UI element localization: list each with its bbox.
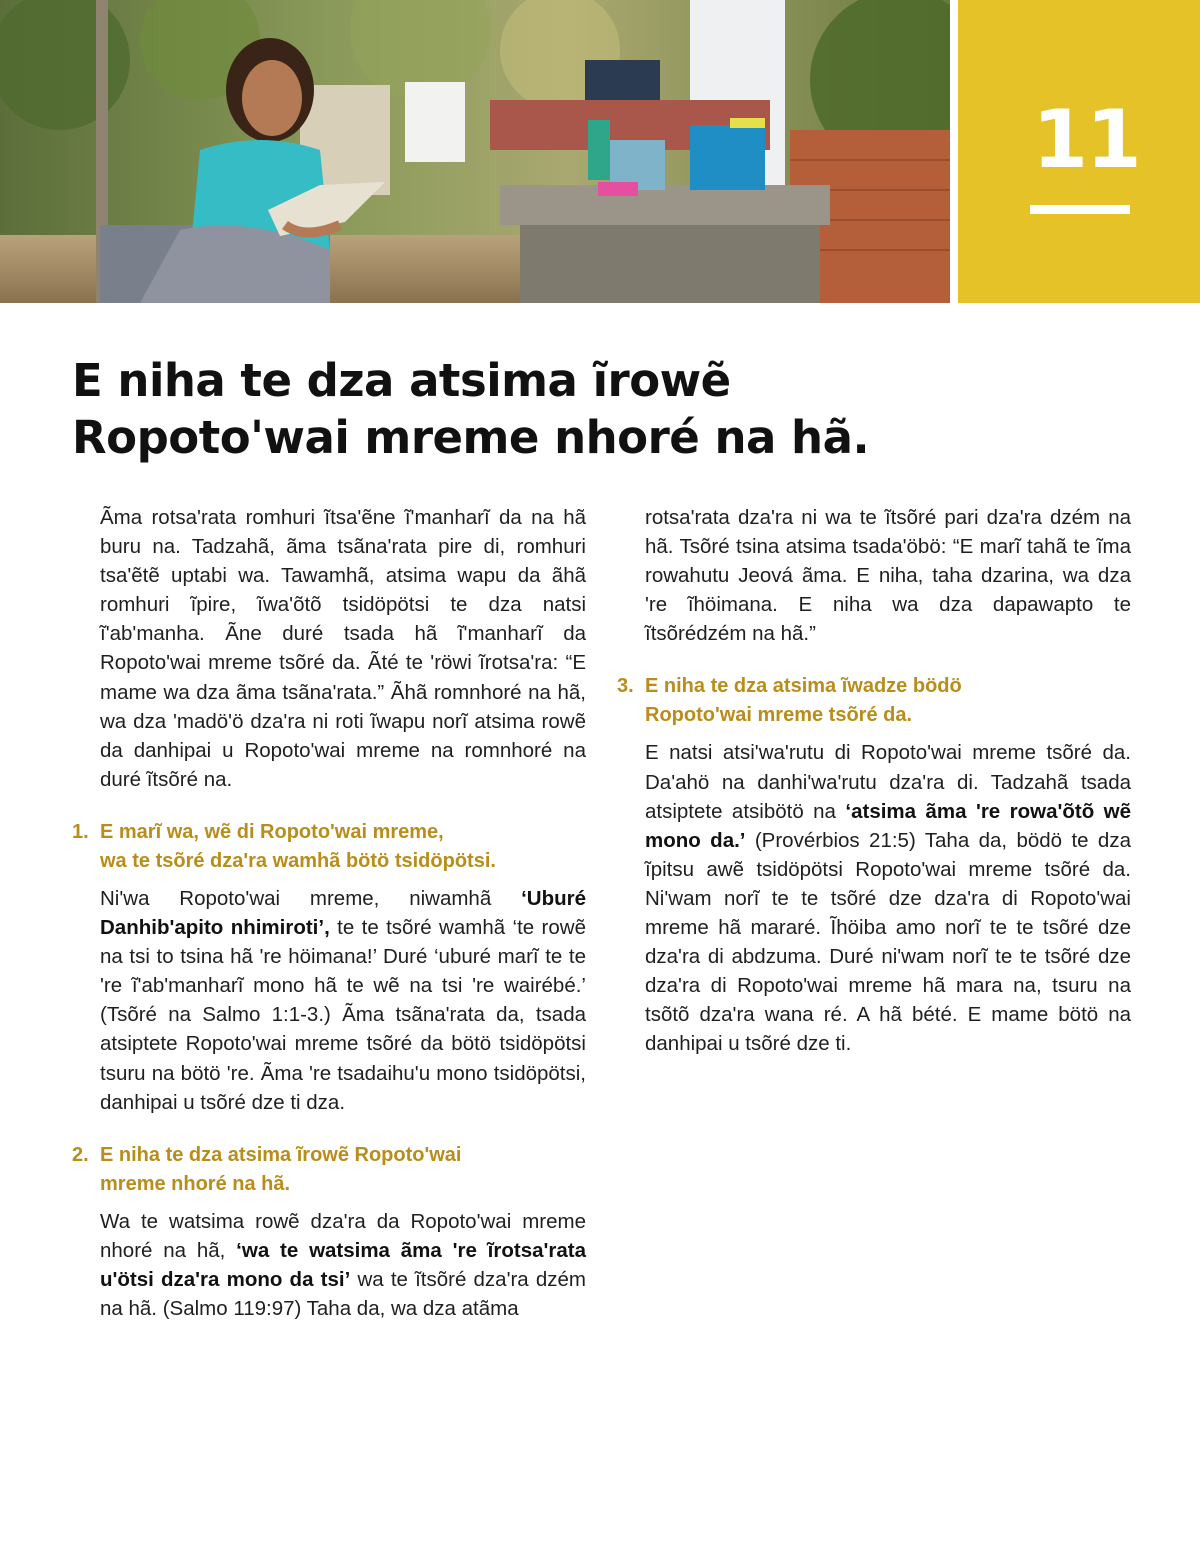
section-2-paragraph-continued: rotsa'rata dza'ra ni wa te ĩtsõré pari dza'ra dzém na hã. Tsõré tsina atsima tsada'öbö: “E marĩ tahã te ĩma rowahutu Jeová ãma. E niha, taha dzarina, wa dza 're ĩhöimana. E niha wa dza dapawapto te ĩtsõrédzém na hã.”: [645, 506, 1132, 646]
column-right: [617, 503, 1132, 1059]
section-1-paragraph: [100, 884, 586, 1117]
section-3-text-c: (Provérbios 21:5) Taha da, bödö te dza ĩpitsu awẽ tsidöpötsi Ropoto'wai mreme tsõré da. Ni'wam norĩ te te tsõré dze dza'ra di Ropoto'wai mreme hã mararé. Ĩhöiba amo norĩ te te tsõré dze dza'ra di abdzuma. Duré ni'wam norĩ te te tsõré dze dza'ra di Ropoto'wai mreme hã mara na, tsuru na tsõtõ dza'ra wana ré. A hã bété. E mame bötö na danhipai u tsõré dze ti.: [645, 828, 1131, 1056]
section-1-number: 1.: [72, 820, 89, 843]
section-3-number: 3.: [617, 675, 634, 698]
section-3-paragraph: [645, 738, 1131, 1058]
section-1-text-c: te te tsõré wamhã ‘te rowẽ na tsi to tsina hã 're höimana!’ Duré ‘uburé marĩ te te 're ĩ'ab'manharĩ mono hã te wẽ na tsi 're wairébé.’ (Tsõré na Salmo 1:1-3.) Ãma tsãna'rata da, tsada atsiptete Ropoto'wai mreme tsõré da bötö tsidöpötsi tsuru na bötö 're. Ãma 're tsadaihu'u mono tsidöpötsi, danhipai u tsõré dze ti dza.: [100, 916, 586, 1114]
section-2-heading-line-1: E niha te dza atsima ĩrowẽ Ropoto'wai: [100, 1143, 462, 1166]
section-3-text-bold: ‘atsima ãma 're rowa'õtõ wẽ mono da.’: [645, 799, 1132, 852]
hero-photo: [0, 0, 950, 303]
section-3-text-a: E natsi atsi'wa'rutu di Ropoto'wai mreme tsõré da. Da'ahö na danhi'wa'rutu dza'ra di. Tadzahã tsada atsiptete atsibötö na: [645, 741, 1131, 823]
section-1-heading-line-2: wa te tsõré dza'ra wamhã bötö tsidöpötsi.: [100, 849, 496, 872]
section-2-number: 2.: [72, 1143, 89, 1166]
page-title-line-1: E niha te dza atsima ĩrowẽ: [72, 354, 731, 407]
chapter-rule: [1030, 205, 1130, 214]
chapter-number: 11: [1032, 93, 1140, 186]
section-2-text-a: Wa te watsima rowẽ dza'ra da Ropoto'wai mreme nhoré na hã,: [100, 1209, 586, 1262]
section-2-heading: [72, 1141, 586, 1199]
section-2-heading-line-2: mreme nhoré na hã.: [100, 1172, 291, 1195]
section-3-heading: [617, 672, 1131, 730]
section-1-heading: [72, 818, 586, 876]
section-1-text-bold: ‘Uburé Danhib'apito nhimiroti’,: [100, 886, 586, 940]
section-3-heading-line-2: Ropoto'wai mreme tsõré da.: [645, 704, 913, 727]
section-2-text-bold: ‘wa te watsima ãma 're ĩrotsa'rata u'ötsi dza'ra mono da tsi’: [100, 1238, 586, 1291]
page-title-line-2: Ropoto'wai mreme nhoré na hã.: [72, 411, 870, 464]
section-2-text-c: wa te ĩtsõré dza'ra dzém na hã. (Salmo 119:97) Taha da, wa dza atãma: [100, 1267, 587, 1320]
section-2-paragraph-start: [100, 1207, 586, 1323]
section-1-heading-line-1: E marĩ wa, wẽ di Ropoto'wai mreme,: [100, 820, 444, 843]
intro-paragraph: Ãma rotsa'rata romhuri ĩtsa'ẽne ĩ'manharĩ da na hã buru na. Tadzahã, ãma tsãna'rata pire di, romhuri tsa'ẽtẽ uptabi wa. Tawamhã, atsima wapu da ãhã romhuri ĩpire, ĩwa'õtõ tsidöpötsi te dza natsi ĩ'ab'manha. Ãne duré tsada hã ĩ'manharĩ da Ropoto'wai mreme tsõré da. Ãté te 'röwi ĩrotsa'ra: “E mame wa dza ãma tsãna'rata.” Ãhã romnhoré na hã, wa dza 'madö'ö dza'ra ni roti ĩwapu norĩ atsima rowẽ da danhipai u Ropoto'wai mreme na romnhoré na duré ĩtsõré na.: [100, 506, 586, 791]
section-1-text-a: Ni'wa Ropoto'wai mreme, niwamhã: [100, 886, 522, 910]
chapter-badge: [958, 0, 1200, 303]
column-left: [72, 503, 587, 1323]
page-title: [72, 352, 1132, 466]
section-3-heading-line-1: E niha te dza atsima ĩwadze bödö: [645, 675, 962, 698]
